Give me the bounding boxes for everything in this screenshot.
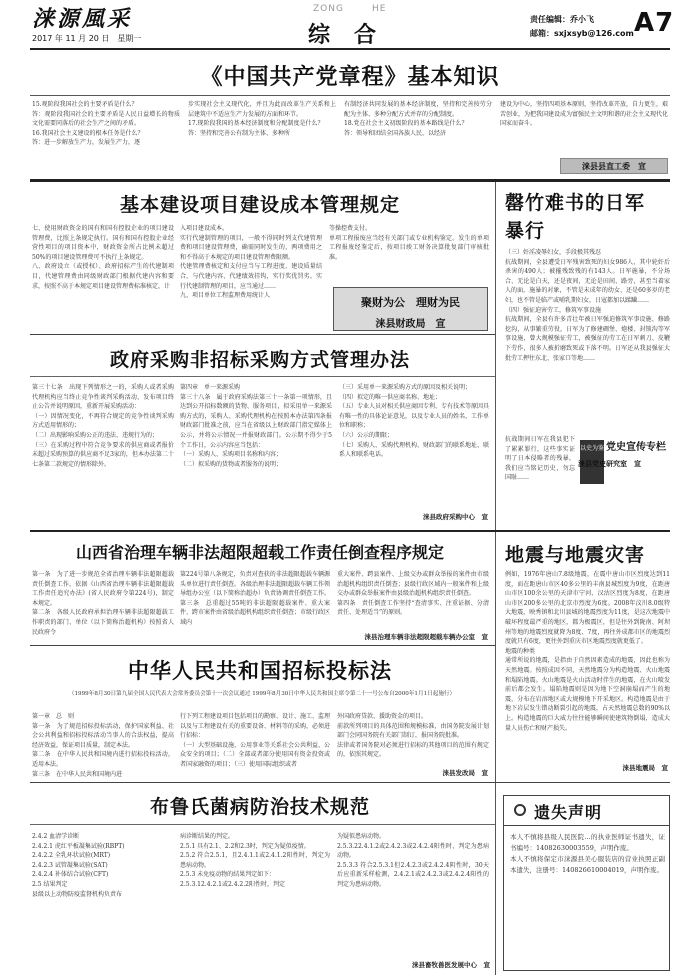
bamboo-text-tail: 抗战期间日军在我县犯下了累累罪行，这些事实证明了日本侵略者的残暴，我们应当铭记历史，勿忘国耻…… [505, 436, 575, 482]
build-col-2: 入项目建设成本。 实行代建制管理的项目，一般不得同时列支代建管理费和项目建设管理费，确需同时发生的，两项费用之和不得高于本规定的项目建设管理费限额。 代建管理费核定和支付应当与工程进度、建设质量结合，与代建内容、代建绩效挂钩，实行奖优罚劣。实行代建制管理的项目，应当通过…… 九、项目单位工程监理费用统计人 [180, 225, 322, 300]
lost-notice-header [504, 796, 669, 826]
bidding-headline: 中华人民共和国招标投标法 [128, 658, 392, 683]
build-headline: 基本建设项目建设成本管理规定 [119, 194, 400, 216]
bidding-col-3: 外国政府贷款、援助资金的项目。 前款所列项目的具体范围和规模标准，由国务院发展计划部门会同国务院有关部门制订，报国务院批准。 法律或者国务院对必须进行招标的其他项目的范围有规定的，依照其规定。 [337, 713, 489, 759]
section-name: 综 合 [308, 22, 378, 48]
bamboo-headline-line-2: 暴行 [505, 220, 546, 242]
lost-notice-headline: 遗失声明 [534, 803, 603, 822]
bidding-sig: 涞县发改局 宣 [442, 769, 488, 777]
brucella-headline: 布鲁氏菌病防治技术规范 [149, 796, 370, 818]
bamboo-headline-line-1: 罄竹难书的日军 [505, 192, 646, 214]
build-banner-text: 聚财为公 理财为民 [361, 296, 460, 309]
page-number: A7 [634, 8, 675, 38]
lost-notice-text: 本人不慎将县级人民医院…的执业医师证书遗失，证书编号：14082630003559，声明作废。 本人不慎将保定市涞源县美心服装店的营业执照正副本遗失，注册号：140826610004019，声明作废。 [510, 833, 665, 874]
party-col-4: 建设为中心，坚持四项基本原则，坚持改革开放，自力更生，艰苦创业，为把我国建设成为富强民主文明和谐的社会主义现代化国家而奋斗。 [500, 101, 668, 128]
vehicle-col-3: 重大案件、跨县案件、上级交办或群众举报的案件由市级治超机构组织责任倒查；县级行政区域内一般案件和上级交办或群众举报案件由县级治超机构组织责任倒查。 第四条 责任倒查工作坚持“查清事实、注重证据、分清责任、处理适当”的原则。 [337, 571, 489, 617]
section-divider-2 [30, 334, 495, 335]
party-caption: 涞县县直工委 宣 [560, 158, 668, 174]
right-column-divider [495, 182, 496, 530]
brucella-col-3: 为疑似患病动物。 2.5.3.22.4.1.2或2.4.2.3或2.4.2.4阳性时，判定为患病动物。 2.5.3.3 符合2.5.3.1但2.4.2.3或2.4.2.4阴性时，30天后应重新采样检测，2.4.2.1或2.4.2.3或2.4.2.4阳性的判定为患病动物。 [337, 833, 489, 888]
editor-name: 责任编辑：乔小飞 [530, 15, 594, 24]
procure-rule [30, 376, 495, 377]
procure-col-1: 第三十七条 出现下列情形之一的，采购人或者采购代理机构应当终止竞争性谈判采购活动，发布项目终止公告并说明原因，重新开展采购活动： （一）因情况变化，不再符合规定的竞争性谈判采购方式适用情形的； （二）出现影响采购公正的违法、违规行为的； （三）在采购过程中符合竞争要求的供应商或者报价未超过采购预算的供应商不足3家的，但本办法第二十七条第二款规定的情形除外。 [32, 384, 174, 468]
right-column-divider-3 [495, 783, 496, 975]
brucella-col-1: 2.4.2 血清学诊断 2.4.2.1 虎红平板凝集试验(RBPT) 2.4.2.2 全乳环状试验(MRT) 2.4.2.3 试管凝集试验(SAT) 2.4.2.4 补体结合试验(CFT) 2.5 结果判定 县级以上动物防疫监督机构负责布 [32, 833, 125, 898]
procure-sig: 涞县政府采购中心 宣 [423, 513, 488, 521]
quake-headline: 地震与地震灾害 [505, 544, 646, 566]
procure-col-2: 第四章 单一来源采购 第三十八条 属于政府采购法第三十一条第一项情形，且达到公开招标数额的货物、服务项目，拟采用单一来源采购方式的，采购人、采购代理机构在按照本办法第四条报财政部门批准之前，应当在省级以上财政部门指定媒体上公示，并将公示情况一并报财政部门。公示期不得少于5个工作日，公示内容应当包括： （一）采购人、采购项目名称和内容； （二）拟采购的货物或者服务的说明； [180, 384, 332, 468]
quake-text: 例如，1976年唐山7.8级地震，在震中唐山市区烈度达到11度，而在距唐山市区40多公里的丰南县城烈度为9度，在距唐山市区100余公里的天津市宁河、汉沽区烈度为8度，在距唐山市区200多公里的北京市烈度为6度。2008年汶川8.0级特大地震，映秀镇和北川县城的地震烈度为11度，是这次地震中破坏程度最严重的地区，都为极震区，但是往外到陇南、阿坝州等地的地震烈度就降为8度、7度，再往外成都市区的地震烈度就只有6度，更往外到重庆市区地震烈度就更低了。 地震的种类 通常所说的地震，是指由于自然因素造成的地震，因此也称为天然地震。按照成因不同，天然地震分为构造地震、火山地震和塌陷地震。火山地震是火山活动时伴生的地震，在火山喷发前后都会发生。塌陷地震则是因为地下空洞崩塌而产生的地震，分布在岩溶地区或大规模地下开采地区。构造地震是由于地下岩层发生错动断裂引起的地震，占天然地震总数的90%以上。构造地震的巨大威力往往能够瞬间使建筑物倒塌，造成大量人员伤亡和财产损失。 [505, 571, 670, 732]
party-headline-rule [30, 95, 670, 96]
section-divider-1 [30, 179, 670, 182]
build-banner-sig: 涞县财政局 宣 [375, 319, 446, 330]
build-col-3: 等操控费支付。 单项工程报废应当经有关部门或专业机构鉴定。发生的单项工程报废经鉴定后，按项目竣工财务决算批复部门审核批准。 [329, 225, 489, 261]
section-divider-3 [30, 530, 670, 532]
party-headline: 《中国共产党章程》基本知识 [200, 64, 500, 90]
party-col-2: 步实现社会主义现代化，并且为此而改革生产关系和上层建筑中不适应生产力发展的方面和环节。 17.现阶段我国的基本经济制度和分配制度是什么？ 答：坚持和完善公有制为主体、多种所 [188, 101, 336, 137]
section-pinyin-1: ZONG [313, 4, 344, 14]
masthead [0, 0, 700, 50]
quake-sig: 涞县地震局 宣 [622, 764, 668, 772]
bidding-col-1: 第一章 总 则 第一条 为了规范招标投标活动，保护国家利益、社会公共利益和招标投标活动当事人的合法权益，提高经济效益，保证项目质量，制定本法。 第二条 在中华人民共和国境内进行招标投标活动，适用本法。 第三条 在中华人民共和国境内进 [32, 713, 174, 778]
vehicle-sig: 涞县治理车辆非法超限超载车辆办公室 宣 [364, 633, 488, 641]
brucella-sig: 涞县畜牧兽医发展中心 宣 [412, 961, 490, 969]
party-col-3: 有制经济共同发展的基本经济制度，坚持和完善按劳分配为主体、多种分配方式并存的分配制度。 18.党在社会主义初级阶段的基本路线是什么？ 答：领导和团结全国各族人民，以经济 [344, 101, 492, 137]
masthead-rule [30, 48, 670, 50]
vehicle-col-2: 第224号第八条规定，负责对查获的非法超限超载车辆源头单位进行责任倒查。各级治理非法超限超载车辆工作领导组办公室（以下简称治超办）负责协调责任倒查工作。 第三条 总重超过55吨的非法超限超载案件、重大案件、跨市案件由省级治超机构组织责任倒查；市级行政区域内 [180, 571, 330, 626]
vehicle-headline: 山西省治理车辆非法超限超载工作责任倒查程序规定 [75, 543, 444, 562]
vehicle-col-1: 第一条 为了进一步规范全省治理车辆非法超限超载责任倒查工作，依据《山西省治理车辆非法超限超载工作责任追究办法》(省人民政府令第224号)，制定本规定。 第二条 各级人民政府承担治理车辆非法超限超载工作职责的部门、单位（以下简称治超机构）按照省人民政府令 [32, 571, 174, 636]
bamboo-seal: 以史为鉴 [580, 440, 604, 484]
brucella-rule [30, 824, 495, 825]
bamboo-caption-text: 党史宣传专栏 [606, 442, 666, 453]
section-pinyin-2: HE [372, 4, 387, 14]
section-divider-4 [30, 645, 495, 646]
section-divider-5 [30, 782, 670, 783]
bamboo-text: （三）奸淫凌辱妇女，手段极其残忍 抗战期间，全县遭受日军残害致死的妇女986人，其中轮奸后杀害的490人；被摧残致残的有143人。日军施暴，不分场合、无论是白天，还是夜间，无论是田间、路旁，甚至当着家人的面，施暴的对象，不管是未成年的幼女、还是60多岁的老妇，也不管是临产或哺乳期妇女，日寇都加以蹂躏…… （四）强征迫害劳工，修筑军事设施 抗战期间，全县有许多青壮年被日军强迫修筑军事设施、修路挖沟，从事繁重劳役，日军为了修建碉堡、炮楼、封锁沟等军事设施，曾大规模强征劳工，被强征的劳工在日军刺刀、皮鞭下劳作，很多人被折磨致死或下落不明。日军还从我县强征大批劳工押往东北、张家口等地…… [505, 249, 670, 362]
bamboo-caption-sub: 涞县党史研究室 宣 [578, 459, 641, 468]
bidding-subhead: （1999年8月30日第九届全国人民代表大会常务委员会第十一次会议通过 1999年8月30日中华人民共和国主席令第二十一号公布自2000年1月1日起施行） [68, 691, 456, 697]
issue-date: 2017 年 11 月 20 日 星期一 [32, 34, 142, 43]
build-col-1: 七、使用财政资金的国有和国有控股企业的项目建设管理费，比照上条规定执行。国有和国有控股企业经营性项目的项目资本中，财政资金所占比例未超过50%的项目建设管理费可不执行上条规定。 八、政府设立（或授权）、政府招标产生的代建制项目，代建管理费由同级财政部门根据代建内容和要求，按照不高于本规定项目建设管理费标准核定，计 [32, 225, 174, 290]
party-col-1: 15.观阶段我国社会的主要矛盾是什么？ 答：观阶段我国社会的主要矛盾是人民日益增长的物质文化需要同落后的社会生产之间的矛盾。 16.我国社会主义建设的根本任务是什么？ 答：进一步解放生产力，发展生产力，逐 [32, 101, 180, 147]
paper-name: 涞源風采 [32, 6, 133, 32]
lost-notice-box [503, 795, 670, 971]
editor-email: 邮箱：sxjxsyb@126.com [530, 29, 634, 38]
procure-col-3: （三）采用单一来源采购方式的原因及相关说明； （四）拟定的唯一供应商名称、地址； （五）专业人员对相关供应商因专利、专有技术等原因具有唯一性的具体论证意见，以及专业人员的姓名、工作单位和职称； （六）公示的期限； （七）采购人、采购代理机构、财政部门的联系地址、联系人和联系电话。 [339, 384, 489, 459]
bidding-col-2: 行下列工程建设项目包括项目的勘察、设计、施工、监理以及与工程建设有关的重要设备、材料等的采购，必须进行招标： （一）大型基础设施、公用事业等关系社会公共利益、公众安全的项目；（二）全部或者部分使用国有资金投资或者国家融资的项目；（三）使用国际组织或者 [180, 713, 330, 768]
brucella-col-2: 病诊断结果的判定。 2.5.1 具有2.1、2.2和2.3时，判定为疑似疫情。 2.5.2 符合2.5.1，且2.4.1.1或2.4.1.2阳性时，判定为患病动物。 2.5.3 未免疫动物的结果判定如下： 2.5.3.12.4.2.1或2.4.2.2阳性时，判定 [180, 833, 330, 888]
lost-notice-icon [514, 804, 526, 816]
build-banner [333, 287, 488, 331]
right-column-divider-2 [495, 532, 496, 782]
procure-headline: 政府采购非招标采购方式管理办法 [109, 349, 410, 371]
